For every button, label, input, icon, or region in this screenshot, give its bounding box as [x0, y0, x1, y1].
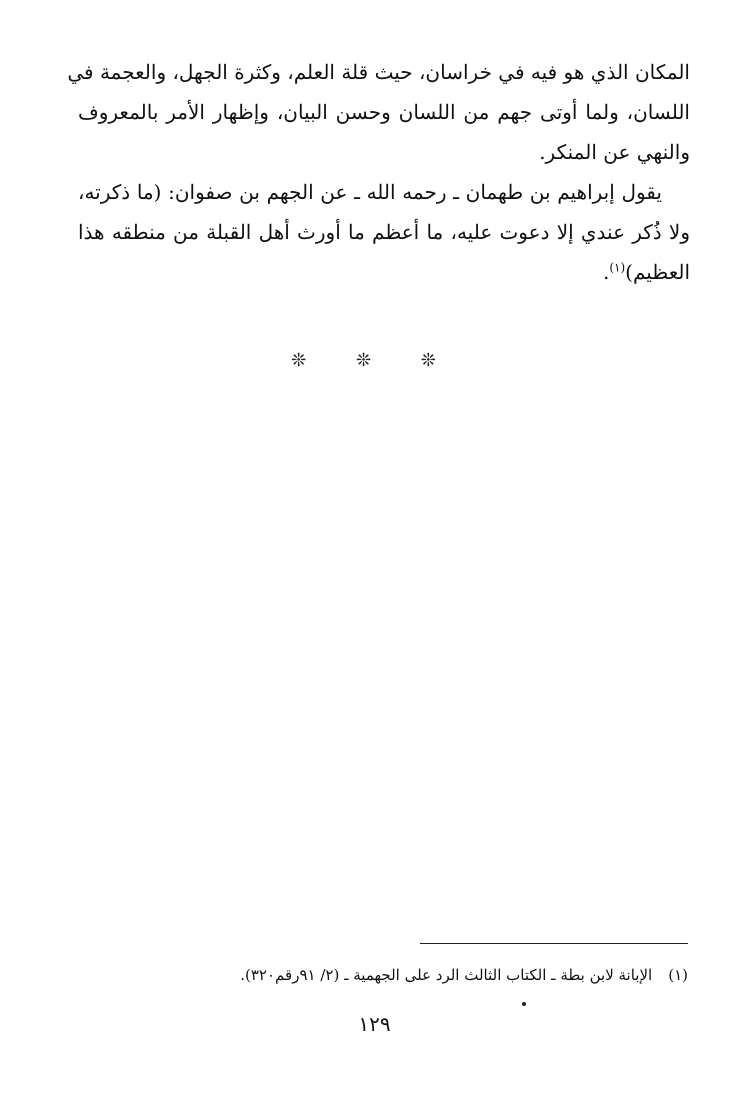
footnote-divider [420, 943, 688, 944]
paragraph-1 [67, 52, 690, 172]
paragraph-2-line-3-text: العظيم) [625, 260, 690, 284]
footnote-number: (١) [668, 966, 688, 984]
paragraph-2-end-punct: . [602, 260, 610, 284]
paragraph-2-line-3 [78, 252, 690, 292]
page-number: ١٢٩ [358, 1012, 391, 1036]
paragraph-2 [78, 172, 690, 292]
footnote [200, 962, 688, 988]
paragraph-2-line-2: ولا ذُكر عندي إلا دعوت عليه، ما أعظم ما أورث أهل القبلة من منطقه هذا [78, 220, 690, 244]
footnote-text: الإبانة لابن بطة ـ الكتاب الثالث الرد على الجهمية ـ (٢/ ٩١رقم٣٢٠). [240, 966, 653, 984]
paragraph-1-line-2: اللسان، ولما أوتى جهم من اللسان وحسن البيان، وإظهار الأمر بالمعروف [78, 100, 690, 124]
paragraph-1-line-3: والنهي عن المنكر. [539, 140, 690, 164]
section-separator-stars: ❊ ❊ ❊ [291, 350, 458, 371]
paragraph-1-line-1: المكان الذي هو فيه في خراسان، حيث قلة العلم، وكثرة الجهل، والعجمة في [67, 60, 690, 84]
paragraph-2-line-1: يقول إبراهيم بن طهمان ـ رحمه الله ـ عن الجهم بن صفوان: (ما ذكرته، [78, 180, 662, 204]
footnote-reference[interactable]: (١) [609, 260, 626, 275]
dot-mark [522, 1002, 526, 1006]
